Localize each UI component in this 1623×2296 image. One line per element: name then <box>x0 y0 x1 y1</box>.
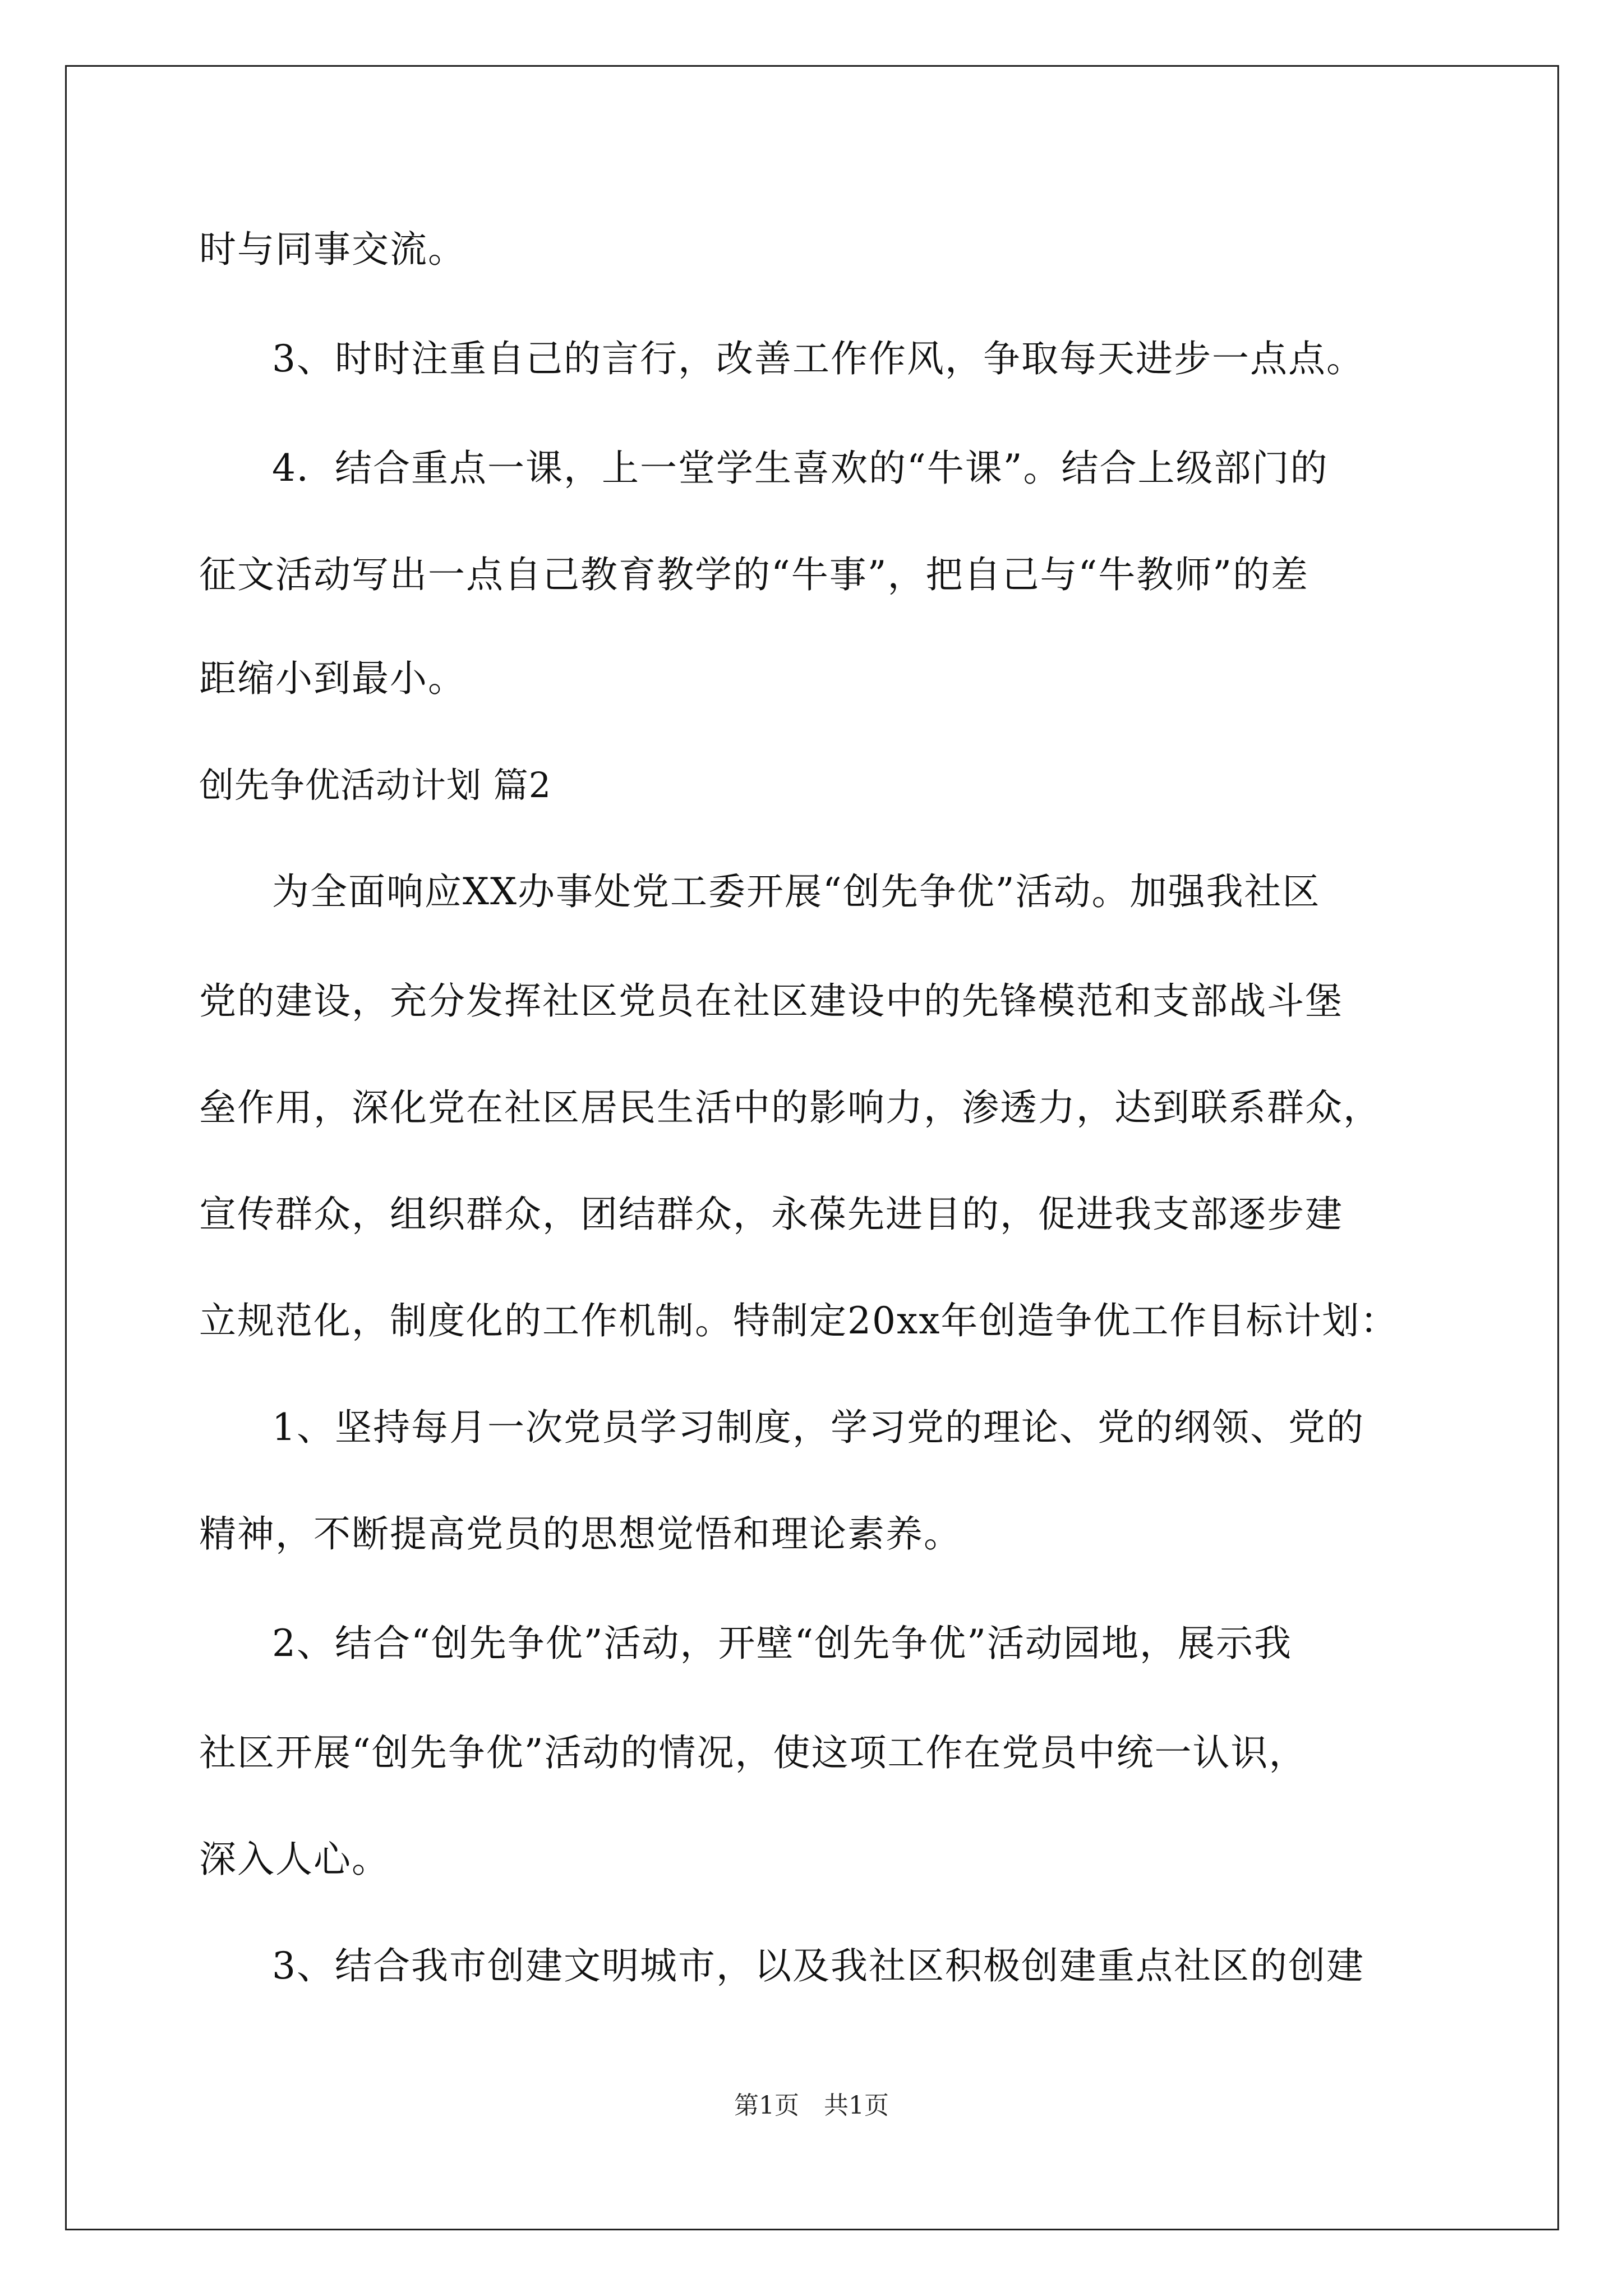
body-line: 4．结合重点一课，上一堂学生喜欢的“牛课”。结合上级部门的 <box>272 447 1329 490</box>
body-line: 3、时时注重自己的言行，改善工作作风，争取每天进步一点点。 <box>272 337 1364 380</box>
body-line: 精神，不断提高党员的思想觉悟和理论素养。 <box>199 1512 962 1556</box>
body-line: 3、结合我市创建文明城市，以及我社区积极创建重点社区的创建 <box>272 1944 1364 1987</box>
body-line: 1、坚持每月一次党员学习制度，学习党的理论、党的纲领、党的 <box>272 1406 1364 1449</box>
body-line: 党的建设，充分发挥社区党员在社区建设中的先锋模范和支部战斗堡 <box>199 979 1343 1023</box>
body-line: 距缩小到最小。 <box>199 657 466 700</box>
page-footer: 第1页 共1页 <box>734 2091 889 2120</box>
body-line: 宣传群众，组织群众，团结群众，永葆先进目的，促进我支部逐步建 <box>199 1193 1343 1236</box>
page-border <box>65 65 1559 2230</box>
body-line: 垒作用，深化党在社区居民生活中的影响力，渗透力，达到联系群众， <box>199 1086 1381 1129</box>
body-line: 深入人心。 <box>199 1838 390 1881</box>
body-line: 为全面响应XX办事处党工委开展“创先争优”活动。加强我社区 <box>272 870 1321 913</box>
body-line: 立规范化，制度化的工作机制。特制定20xx年创造争优工作目标计划： <box>199 1299 1399 1342</box>
body-line: 社区开展“创先争优”活动的情况，使这项工作在党员中统一认识， <box>199 1731 1307 1774</box>
body-line: 时与同事交流。 <box>199 228 466 271</box>
body-line: 2、结合“创先争优”活动，开壁“创先争优”活动园地，展示我 <box>272 1622 1292 1665</box>
body-line: 征文活动写出一点自己教育教学的“牛事”，把自己与“牛教师”的差 <box>199 553 1309 596</box>
section-heading: 创先争优活动计划 篇2 <box>199 765 552 806</box>
